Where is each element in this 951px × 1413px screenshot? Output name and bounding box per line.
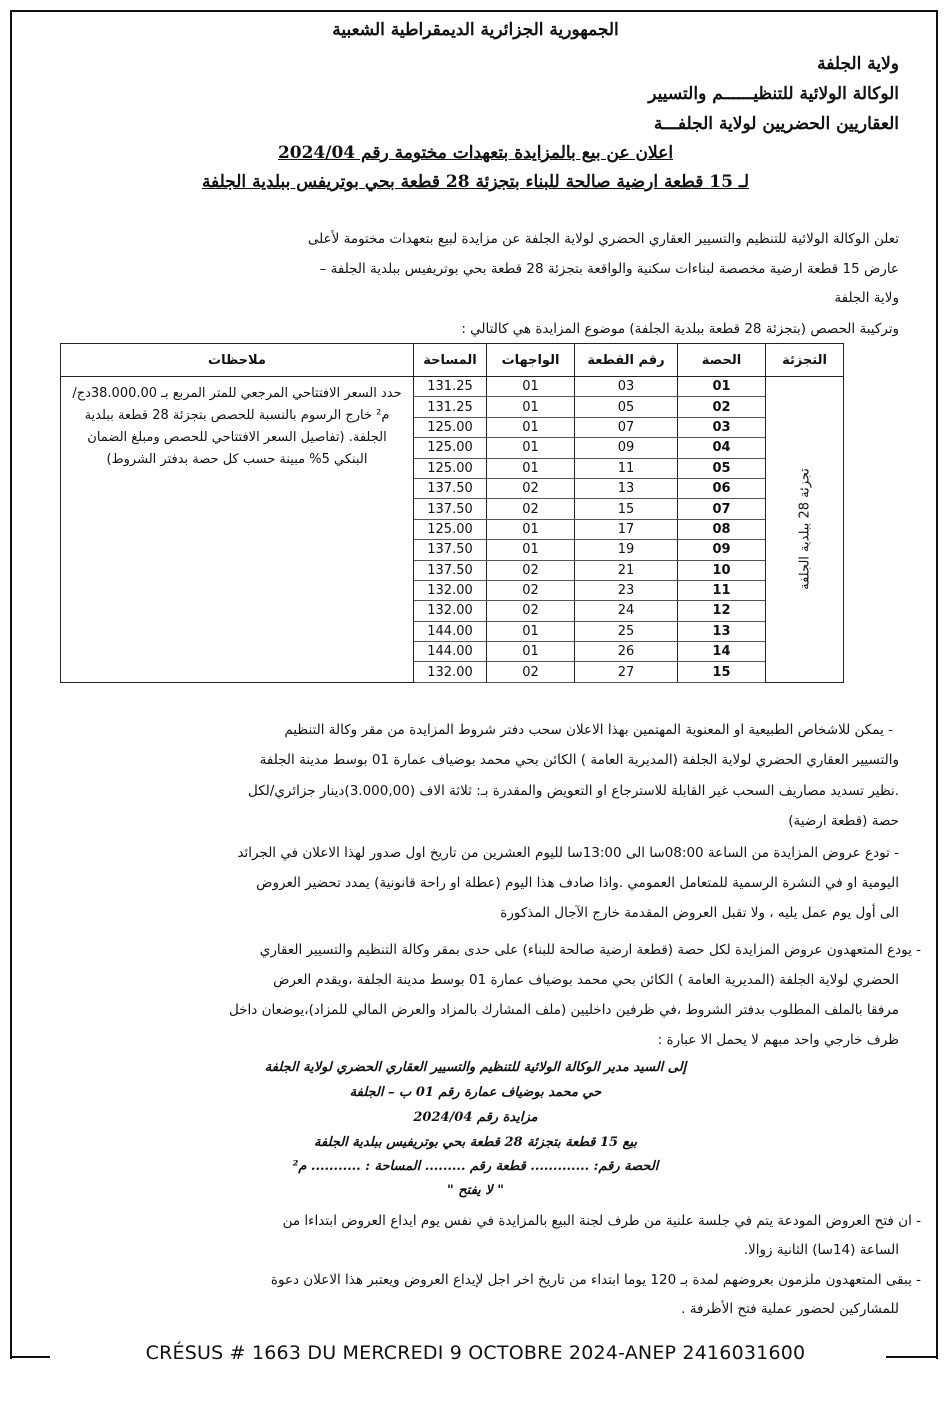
body-p2-line2: اليومية او في النشرة الرسمية للمتعامل العمومي .واذا صادف هذا اليوم (عطلة او راحة قانونية) يمدد تحضير العروض xyxy=(256,875,899,891)
col-header-plot: رقم القطعة xyxy=(575,344,678,377)
announcement-subtitle: لـ 15 قطعة ارضية صالحة للبناء بتجزئة 28 قطعة بحي بوتريفس ببلدية الجلفة xyxy=(201,172,750,192)
closing-p5-line2: للمشاركين لحضور عملية فتح الأظرفة . xyxy=(681,1301,899,1317)
announcement-title: اعلان عن بيع بالمزايدة بتعهدات مختومة رقم 2024/04 xyxy=(277,143,674,163)
hissa-cell: 07 xyxy=(678,499,766,519)
plot-cell: 19 xyxy=(575,540,678,560)
area-cell: 144.00 xyxy=(414,642,487,662)
facades-cell: 02 xyxy=(487,560,575,580)
facades-cell: 02 xyxy=(487,499,575,519)
facades-cell: 01 xyxy=(487,642,575,662)
col-header-notes: ملاحظات xyxy=(61,344,414,377)
hissa-cell: 09 xyxy=(678,540,766,560)
envelope-line6: " لا يفتح " xyxy=(446,1183,505,1198)
agency-heading-line2: العقاريين الحضريين لولاية الجلفـــة xyxy=(653,114,899,134)
facades-cell: 01 xyxy=(487,458,575,478)
area-cell: 137.50 xyxy=(414,540,487,560)
plot-cell: 25 xyxy=(575,621,678,641)
facades-cell: 02 xyxy=(487,601,575,621)
body-p2-line3: الى أول يوم عمل يليه ، ولا تقبل العروض المقدمة خارج الآجال المذكورة xyxy=(500,905,899,921)
lots-table xyxy=(60,343,844,683)
area-cell: 137.50 xyxy=(414,560,487,580)
notes-cell: حدد السعر الافتتاحي المرجعي للمتر المربع بـ 38.000.00دج/م² خارج الرسوم بالنسبة للحصص بتجزئة 28 قطعة ببلدية الجلفة. (تفاصيل السعر الافتتاحي للحصص ومبلغ الضمان البنكي 5% مبينة حسب كل حصة بدفتر الشروط) xyxy=(61,377,414,683)
plot-cell: 05 xyxy=(575,397,678,417)
agency-heading-line1: الوكالة الولائية للتنظيــــــم والتسيير xyxy=(648,84,899,104)
area-cell: 125.00 xyxy=(414,458,487,478)
area-cell: 137.50 xyxy=(414,478,487,498)
plot-cell: 03 xyxy=(575,377,678,397)
hissa-cell: 08 xyxy=(678,519,766,539)
wilaya-heading: ولاية الجلفة xyxy=(817,54,899,74)
intro-line2: عارض 15 قطعة ارضية مخصصة لبناءات سكنية والواقعة بتجزئة 28 قطعة بحي بوتريفيس ببلدية الجلفة – xyxy=(319,261,899,277)
plot-cell: 21 xyxy=(575,560,678,580)
republic-heading: الجمهورية الجزائرية الديمقراطية الشعبية xyxy=(332,20,619,40)
area-cell: 137.50 xyxy=(414,499,487,519)
area-cell: 125.00 xyxy=(414,438,487,458)
envelope-line2: حي محمد بوضياف عمارة رقم 01 ب – الجلفة xyxy=(349,1085,602,1100)
body-p3-line1: - يودع المتعهدون عروض المزايدة لكل حصة (قطعة ارضية صالحة للبناء) على حدى بمقر وكالة التنظيم والتسيير العقاري xyxy=(259,942,921,958)
facades-cell: 01 xyxy=(487,377,575,397)
intro-line3: ولاية الجلفة xyxy=(834,290,899,306)
tajzia-cell xyxy=(766,377,844,683)
facades-cell: 01 xyxy=(487,417,575,437)
hissa-cell: 15 xyxy=(678,662,766,682)
body-p3-line3: مرفقا بالملف المطلوب بدفتر الشروط ،في ظرفين داخليين (ملف المشارك بالمزاد والعرض المالي للمزاد)،يوضعان داخل xyxy=(228,1002,899,1018)
facades-cell: 01 xyxy=(487,621,575,641)
hissa-cell: 05 xyxy=(678,458,766,478)
body-p3-line2: الحضري لولاية الجلفة (المديرية العامة ) الكائن بحي محمد بوضياف عمارة 01 بوسط مدينة الجلفة ،ويقدم العرض xyxy=(273,972,899,988)
area-cell: 131.25 xyxy=(414,377,487,397)
col-header-area: المساحة xyxy=(414,344,487,377)
body-p2-line1: - تودع عروض المزايدة من الساعة 08:00سا الى 13:00سا لليوم العشرين من تاريخ اول صدور لهذا الاعلان في الجرائد xyxy=(237,845,899,861)
hissa-cell: 12 xyxy=(678,601,766,621)
plot-cell: 17 xyxy=(575,519,678,539)
plot-cell: 11 xyxy=(575,458,678,478)
area-cell: 125.00 xyxy=(414,519,487,539)
area-cell: 144.00 xyxy=(414,621,487,641)
footer-reference: CRÉSUS # 1663 DU MERCREDI 9 OCTOBRE 2024-ANEP 2416031600 xyxy=(145,1342,806,1364)
envelope-line4: بيع 15 قطعة بتجزئة 28 قطعة بحي بوتريفيس ببلدية الجلفة xyxy=(313,1135,638,1150)
facades-cell: 02 xyxy=(487,478,575,498)
envelope-line5: الحصة رقم: ............. قطعة رقم ......... المساحة : ........... م² xyxy=(292,1159,659,1174)
closing-p4-line1: - ان فتح العروض المودعة يتم في جلسة علنية من طرف لجنة البيع بالمزايدة في نفس يوم ايداع العروض ابتداءا من xyxy=(282,1213,921,1229)
plot-cell: 23 xyxy=(575,580,678,600)
envelope-line1: إلى السيد مدير الوكالة الولائية للتنظيم والتسيير العقاري الحضري لولاية الجلفة xyxy=(264,1060,687,1075)
hissa-cell: 14 xyxy=(678,642,766,662)
closing-p4-line2: الساعة (14سا) الثانية زوالا. xyxy=(743,1242,899,1258)
table-row xyxy=(61,377,844,397)
hissa-cell: 10 xyxy=(678,560,766,580)
intro-line1: تعلن الوكالة الولائية للتنظيم والتسيير العقاري الحضري لولاية الجلفة عن مزايدة لبيع بتعهدات مختومة لأعلى xyxy=(307,231,899,247)
facades-cell: 01 xyxy=(487,519,575,539)
body-p1-line3: .نظير تسديد مصاريف السحب غير القابلة للاسترجاع او التعويض والمقدرة بـ: ثلاثة الاف (3.000,00)دينار جزائري/لكل xyxy=(247,783,899,799)
facades-cell: 01 xyxy=(487,397,575,417)
closing-p5-line1: - يبقى المتعهدون ملزمون بعروضهم لمدة بـ 120 يوما ابتداء من تاريخ اخر اجل لإيداع العروض ويعتبر هذا الاعلان دعوة xyxy=(270,1272,921,1288)
plot-cell: 24 xyxy=(575,601,678,621)
facades-cell: 02 xyxy=(487,580,575,600)
body-p1-line2: والتسيير العقاري الحضري لولاية الجلفة (المديرية العامة ) الكائن بحي محمد بوضياف عمارة 01 بوسط مدينة الجلفة xyxy=(259,752,899,768)
col-header-tajzia: التجزئة xyxy=(766,344,844,377)
area-cell: 132.00 xyxy=(414,601,487,621)
intro-line4: وتركيبة الحصص (بتجزئة 28 قطعة ببلدية الجلفة) موضوع المزايدة هي كالتالي : xyxy=(461,321,899,337)
tajzia-label: تجزئة 28 ببلدية الجلفة xyxy=(797,468,812,591)
body-p3-line4: ظرف خارجي واحد مبهم لا يحمل الا عبارة : xyxy=(657,1032,899,1048)
facades-cell: 01 xyxy=(487,540,575,560)
hissa-cell: 02 xyxy=(678,397,766,417)
envelope-line3: مزايدة رقم 2024/04 xyxy=(413,1110,538,1125)
plot-cell: 27 xyxy=(575,662,678,682)
col-header-facades: الواجهات xyxy=(487,344,575,377)
col-header-hissa: الحصة xyxy=(678,344,766,377)
plot-cell: 07 xyxy=(575,417,678,437)
hissa-cell: 06 xyxy=(678,478,766,498)
hissa-cell: 13 xyxy=(678,621,766,641)
area-cell: 132.00 xyxy=(414,580,487,600)
plot-cell: 26 xyxy=(575,642,678,662)
facades-cell: 02 xyxy=(487,662,575,682)
hissa-cell: 01 xyxy=(678,377,766,397)
body-p1-line4: حصة (قطعة ارضية) xyxy=(788,813,899,829)
hissa-cell: 04 xyxy=(678,438,766,458)
area-cell: 131.25 xyxy=(414,397,487,417)
hissa-cell: 03 xyxy=(678,417,766,437)
plot-cell: 13 xyxy=(575,478,678,498)
page-border xyxy=(10,10,938,1359)
hissa-cell: 11 xyxy=(678,580,766,600)
area-cell: 132.00 xyxy=(414,662,487,682)
facades-cell: 01 xyxy=(487,438,575,458)
plot-cell: 09 xyxy=(575,438,678,458)
plot-cell: 15 xyxy=(575,499,678,519)
area-cell: 125.00 xyxy=(414,417,487,437)
body-p1-line1: - يمكن للاشخاص الطبيعية او المعنوية المهتمين بهذا الاعلان سحب دفتر شروط المزايدة من مقر وكالة التنظيم xyxy=(284,722,893,738)
